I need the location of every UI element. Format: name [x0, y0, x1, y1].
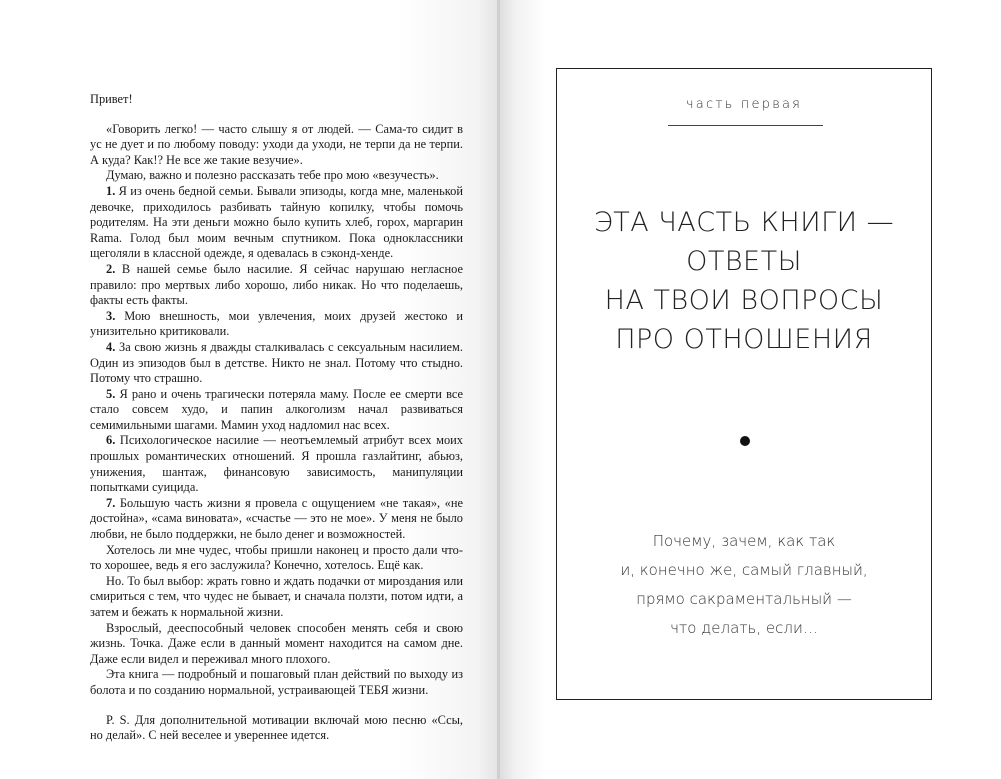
subtitle-line: прямо сакраментальный —: [636, 590, 852, 608]
greeting: Привет!: [90, 92, 133, 106]
numbered-paragraph: 6. Психологическое насилие — неотъемлемый атрибут всех моих прошлых романтических отношений. Я прошла газлайтинг, абьюз, унижения, шантаж, финансовую зависимость, манипуляции попытками суицида.: [90, 433, 463, 495]
chapter-headline: [557, 203, 931, 359]
numbered-paragraph: 3. Мою внешность, мои увлечения, моих друзей жестоко и унизительно критиковали.: [90, 308, 463, 339]
headline-line: ОТВЕТЫ: [686, 246, 802, 277]
chapter-subtitle: [557, 527, 931, 643]
paragraph: Взрослый, дееспособный человек способен менять себя и свою жизнь. Точка. Даже если в данный момент находится на самом дне. Даже если видел и переживал много плохого.: [90, 620, 463, 666]
subtitle-line: что делать, если…: [670, 619, 818, 637]
paragraph: «Говорить легко! — часто слышу я от людей. — Сама-то сидит в ус не дует и по любому поводу: уходи да уходи, не терпи да не терпи. А куда? Как!? Не все же такие везучие».: [90, 121, 463, 167]
bullet-dot-icon: [740, 436, 750, 446]
numbered-paragraph: 1. Я из очень бедной семьи. Бывали эпизоды, когда мне, маленькой девочке, приходилось разбивать тайную копилку, чтобы помочь родителям. На эти деньги можно было купить хлеб, горох, маргарин Rama. Голод был моим вечным спутником. Пока одноклассники щеголяли в классной одежде, я одевалась в сэконд-хенде.: [90, 183, 463, 261]
numbered-paragraph: 2. В нашей семье было насилие. Я сейчас нарушаю негласное правило: про мертвых либо хорошо, либо никак. Но что поделаешь, факты есть факты.: [90, 261, 463, 308]
headline-line: ЭТА ЧАСТЬ КНИГИ —: [593, 207, 895, 238]
headline-line: НА ТВОИ ВОПРОСЫ: [604, 285, 884, 316]
postscript: P. S. Для дополнительной мотивации включай мою песню «Ссы, но делай». С ней веселее и увереннее идется.: [90, 712, 463, 743]
paragraph: Эта книга — подробный и пошаговый план действий по выходу из болота и по созданию нормальной, устраивающей ТЕБЯ жизни.: [90, 667, 463, 697]
left-page-text: [90, 92, 463, 744]
subtitle-line: Почему, зачем, как так: [652, 532, 836, 550]
paragraph: Хотелось ли мне чудес, чтобы пришли наконец и просто дали что-то хорошее, ведь я его заслужила? Конечно, хотелось. Ещё как.: [90, 542, 463, 573]
numbered-paragraph: 5. Я рано и очень трагически потеряла маму. После ее смерти все стало совсем худо, и папин алкоголизм начал развиваться семимильными шагами. Мамин уход надломил нас всех.: [90, 386, 463, 432]
numbered-paragraph: 7. Большую часть жизни я провела с ощущением «не такая», «не достойна», «сама виновата», «счастье — это не мое». У меня не было любви, не было поддержки, не было денег и возможностей.: [90, 495, 463, 542]
part-label: часть первая: [685, 97, 803, 112]
part-underline: [668, 125, 823, 126]
paragraph: Но. То был выбор: жрать говно и ждать подачки от мироздания или смириться с тем, что чудес не бывает, и сначала ползти, потом идти, а затем и бежать к нормальной жизни.: [90, 573, 463, 619]
headline-line: ПРО ОТНОШЕНИЯ: [615, 324, 873, 355]
numbered-paragraph: 4. За свою жизнь я дважды сталкивалась с сексуальным насилием. Один из эпизодов был в детстве. Никто не знал. Потому что стыдно. Потому что страшно.: [90, 339, 463, 386]
left-page: [0, 0, 498, 779]
subtitle-line: и, конечно же, самый главный,: [620, 561, 868, 579]
paragraph: Думаю, важно и полезно рассказать тебе про мою «везучесть».: [106, 168, 439, 183]
chapter-frame: [556, 68, 932, 700]
